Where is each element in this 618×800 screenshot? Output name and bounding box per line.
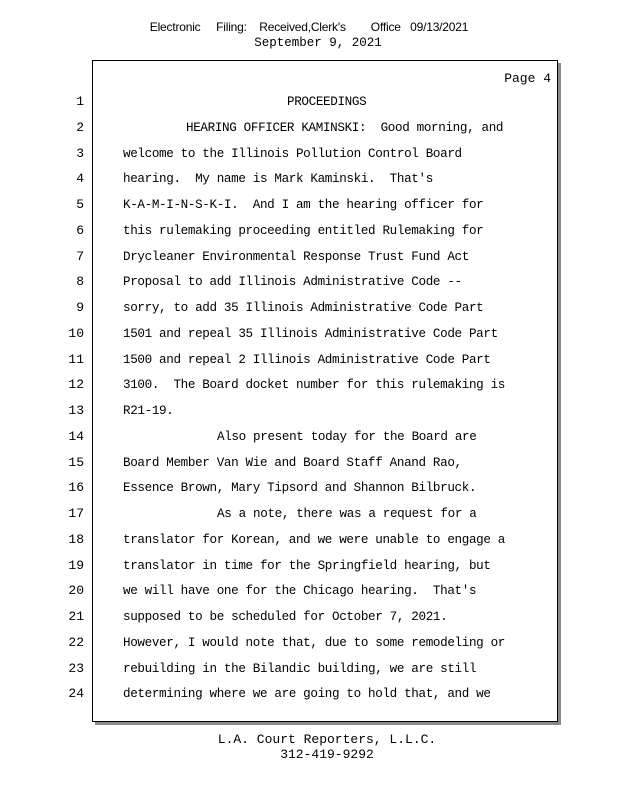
line-number: 19 [68, 557, 84, 573]
transcript-line: translator in time for the Springfield hearing, but [123, 558, 491, 573]
line-number: 5 [76, 197, 84, 212]
transcript-line: 1500 and repeal 2 Illinois Administrative Code Part [123, 352, 491, 367]
transcript-line: 3100. The Board docket number for this rulemaking is [123, 378, 505, 393]
transcript-line: sorry, to add 35 Illinois Administrative Code Part [123, 301, 484, 315]
transcript-line: welcome to the Illinois Pollution Control Board [123, 146, 462, 161]
transcript-line: Proposal to add Illinois Administrative Code -- [123, 275, 462, 290]
line-number: 2 [76, 119, 84, 135]
footer [0, 732, 618, 762]
court-reporter-phone: 312-419-9292 [280, 747, 374, 762]
line-number: 18 [68, 531, 84, 547]
line-number: 8 [76, 274, 84, 290]
line-number: 22 [68, 634, 84, 650]
line-number: 16 [68, 480, 84, 496]
section-heading: PROCEEDINGS [287, 95, 367, 109]
line-number: 12 [68, 377, 84, 393]
page-number: Page 4 [504, 71, 551, 86]
line-number: 7 [76, 248, 84, 264]
line-number: 10 [68, 325, 84, 341]
line-number: 9 [76, 300, 84, 315]
filing-date: September 9, 2021 [254, 36, 382, 50]
transcript-line: supposed to be scheduled for October 7, 2021. [123, 610, 448, 624]
transcript-line: rebuilding in the Bilandic building, we are still [123, 661, 477, 676]
transcript-line: hearing. My name is Mark Kaminski. That's [123, 172, 433, 187]
transcript-line: this rulemaking proceeding entitled Rulemaking for [123, 223, 484, 238]
filing-stamp: Electronic Filing: Received,Clerk's Office 09/13/2021 [149, 20, 469, 34]
court-reporter-name: L.A. Court Reporters, L.L.C. [217, 732, 437, 747]
transcript-text [123, 94, 553, 712]
line-number: 17 [68, 506, 84, 521]
line-number: 23 [68, 660, 84, 676]
line-number: 24 [68, 686, 84, 702]
transcript-line: Also present today for the Board are [217, 429, 477, 444]
transcript-line: K-A-M-I-N-S-K-I. And I am the hearing officer for [123, 198, 484, 212]
transcript-line: 1501 and repeal 35 Illinois Administrative Code Part [123, 326, 498, 341]
transcript-line: As a note, there was a request for a [217, 507, 477, 521]
transcript-line: translator for Korean, and we were unable to engage a [123, 532, 505, 547]
line-number: 4 [76, 171, 84, 187]
line-number: 21 [68, 609, 84, 624]
transcript-line: HEARING OFFICER KAMINSKI: Good morning, and [186, 120, 504, 135]
line-number-column [40, 94, 84, 712]
line-number: 1 [76, 94, 84, 109]
transcript-line: However, I would note that, due to some remodeling or [123, 635, 505, 650]
transcript-line: determining where we are going to hold that, and we [123, 687, 491, 702]
line-number: 15 [68, 454, 84, 470]
transcript-line: R21-19. [123, 404, 174, 418]
line-number: 6 [76, 222, 84, 238]
line-number: 3 [76, 145, 84, 161]
line-number: 20 [68, 583, 84, 599]
transcript-line: we will have one for the Chicago hearing. That's [123, 584, 477, 599]
line-number: 13 [68, 403, 84, 418]
transcript-line: Board Member Van Wie and Board Staff Anand Rao, [123, 455, 462, 470]
transcript-line: Drycleaner Environmental Response Trust Fund Act [123, 249, 469, 264]
transcript-line: Essence Brown, Mary Tipsord and Shannon Bilbruck. [123, 481, 477, 496]
line-number: 14 [68, 428, 84, 444]
line-number: 11 [68, 351, 84, 367]
